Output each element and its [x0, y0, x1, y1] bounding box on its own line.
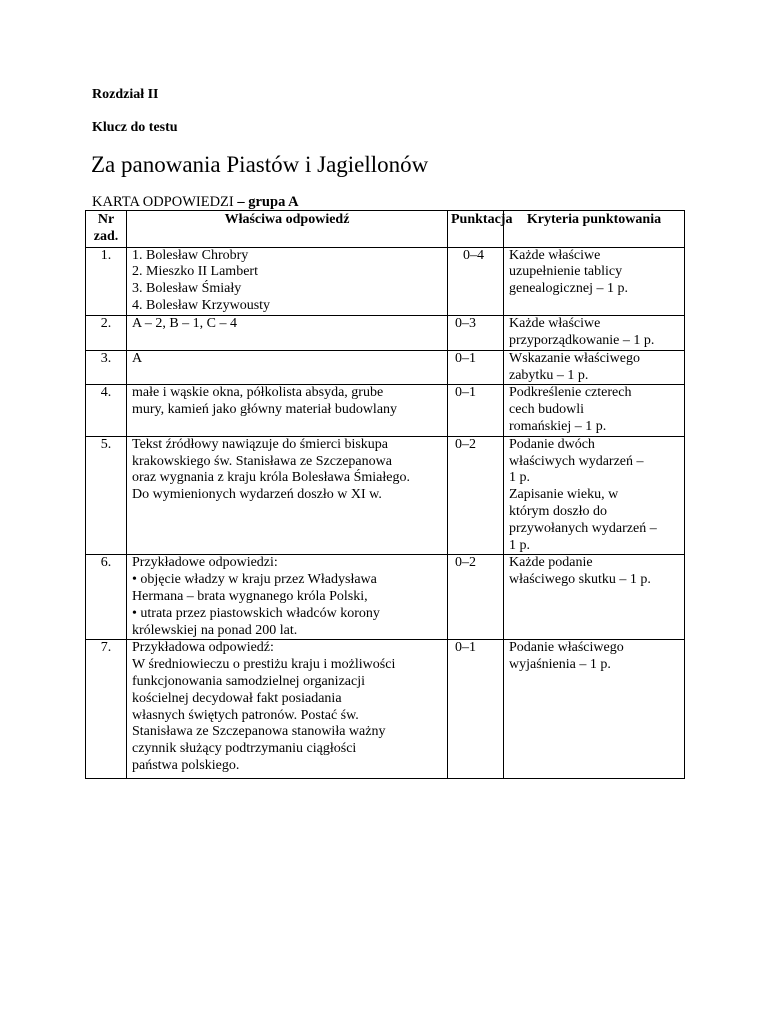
- task-number: 3.: [86, 350, 127, 385]
- criteria-line: wyjaśnienia – 1 p.: [509, 657, 611, 673]
- answer-line: W średniowieczu o prestiżu kraju i możliwości: [132, 657, 396, 673]
- answer-line: państwa polskiego.: [132, 757, 240, 773]
- scoring-criteria: [504, 315, 685, 350]
- table-body: [86, 247, 685, 779]
- answer-line: • utrata przez piastowskich władców korony: [132, 605, 380, 621]
- header-answer: Właściwa odpowiedź: [127, 211, 448, 248]
- answer-key-table: [85, 210, 685, 779]
- answer-line: kościelnej decydował fakt posiadania: [132, 690, 342, 706]
- scoring-criteria: [504, 640, 685, 779]
- correct-answer: [127, 385, 448, 436]
- task-number: 7.: [86, 640, 127, 779]
- answer-line: czynnik służący podtrzymaniu ciągłości: [132, 741, 357, 757]
- criteria-line: przyporządkowanie – 1 p.: [509, 332, 655, 348]
- criteria-line: genealogicznej – 1 p.: [509, 281, 628, 297]
- table-row: [86, 315, 685, 350]
- criteria-line: cech budowli: [509, 402, 585, 418]
- task-number: 5.: [86, 436, 127, 555]
- answer-line: • objęcie władzy w kraju przez Władysława: [132, 572, 377, 588]
- answer-line: Stanisława ze Szczepanowa stanowiła ważny: [132, 724, 386, 740]
- correct-answer: [127, 315, 448, 350]
- answer-line: 4. Bolesław Krzywousty: [132, 297, 271, 313]
- task-number: 1.: [86, 247, 127, 315]
- answer-line: oraz wygnania z kraju króla Bolesława Śmiałego.: [132, 470, 410, 486]
- criteria-line: zabytku – 1 p.: [509, 367, 589, 383]
- criteria-line: Wskazanie właściwego: [509, 350, 640, 366]
- answer-line: funkcjonowania samodzielnej organizacji: [132, 673, 365, 689]
- answer-line: Hermana – brata wygnanego króla Polski,: [132, 588, 368, 604]
- criteria-line: Zapisanie wieku, w: [509, 487, 619, 503]
- points-range: 0–3: [448, 315, 504, 350]
- answer-line: A – 2, B – 1, C – 4: [132, 315, 238, 331]
- scoring-criteria: [504, 247, 685, 315]
- table-row: [86, 555, 685, 640]
- criteria-line: Podanie właściwego: [509, 640, 624, 656]
- answer-line: 1. Bolesław Chrobry: [132, 247, 249, 263]
- correct-answer: [127, 555, 448, 640]
- criteria-line: przywołanych wydarzeń –: [509, 520, 657, 536]
- points-range: 0–1: [448, 640, 504, 779]
- criteria-line: Każde podanie: [509, 555, 593, 571]
- criteria-line: Podanie dwóch: [509, 436, 595, 452]
- answer-card-group: – grupa A: [233, 194, 299, 210]
- scoring-criteria: [504, 555, 685, 640]
- task-number: 2.: [86, 315, 127, 350]
- criteria-line: Każde właściwe: [509, 247, 601, 263]
- answer-line: własnych świętych patronów. Postać św.: [132, 707, 359, 723]
- task-number: 6.: [86, 555, 127, 640]
- answer-line: mury, kamień jako główny materiał budowlany: [132, 402, 398, 418]
- points-range: 0–2: [448, 436, 504, 555]
- table-row: [86, 385, 685, 436]
- table-header-row: [86, 211, 685, 248]
- answer-line: 2. Mieszko II Lambert: [132, 264, 258, 280]
- points-range: 0–1: [448, 350, 504, 385]
- answer-line: 3. Bolesław Śmiały: [132, 281, 242, 297]
- criteria-line: właściwego skutku – 1 p.: [509, 572, 651, 588]
- criteria-line: którym doszło do: [509, 503, 607, 519]
- header-nr: Nr zad.: [86, 211, 127, 248]
- correct-answer: [127, 640, 448, 779]
- table-row: [86, 640, 685, 779]
- answer-line: Przykładowe odpowiedzi:: [132, 555, 278, 571]
- table-row: [86, 350, 685, 385]
- scoring-criteria: [504, 350, 685, 385]
- answer-card-prefix: KARTA ODPOWIEDZI: [92, 194, 234, 210]
- scoring-criteria: [504, 385, 685, 436]
- criteria-line: właściwych wydarzeń –: [509, 453, 644, 469]
- table-row: [86, 247, 685, 315]
- header-criteria: Kryteria punktowania: [504, 211, 685, 248]
- answer-line: Przykładowa odpowiedź:: [132, 640, 274, 656]
- points-range: 0–4: [448, 247, 504, 315]
- test-key-label: Klucz do testu: [92, 120, 178, 135]
- criteria-line: 1 p.: [509, 470, 530, 486]
- correct-answer: [127, 436, 448, 555]
- points-range: 0–2: [448, 555, 504, 640]
- page-title: Za panowania Piastów i Jagiellonów: [91, 152, 429, 177]
- points-range: 0–1: [448, 385, 504, 436]
- scoring-criteria: [504, 436, 685, 555]
- task-number: 4.: [86, 385, 127, 436]
- answer-line: Tekst źródłowy nawiązuje do śmierci biskupa: [132, 436, 389, 452]
- correct-answer: [127, 350, 448, 385]
- criteria-line: 1 p.: [509, 537, 530, 553]
- correct-answer: [127, 247, 448, 315]
- chapter-label: Rozdział II: [92, 87, 159, 102]
- answer-card-title: [92, 193, 299, 211]
- answer-line: A: [132, 350, 143, 366]
- criteria-line: uzupełnienie tablicy: [509, 264, 623, 280]
- answer-line: królewskiej na ponad 200 lat.: [132, 622, 298, 638]
- header-points: Punktacja: [448, 211, 504, 248]
- table-row: [86, 436, 685, 555]
- answer-line: krakowskiego św. Stanisława ze Szczepanowa: [132, 453, 392, 469]
- criteria-line: romańskiej – 1 p.: [509, 418, 607, 434]
- answer-line: Do wymienionych wydarzeń doszło w XI w.: [132, 487, 382, 503]
- criteria-line: Każde właściwe: [509, 315, 601, 331]
- answer-line: małe i wąskie okna, półkolista absyda, grube: [132, 385, 384, 401]
- criteria-line: Podkreślenie czterech: [509, 385, 632, 401]
